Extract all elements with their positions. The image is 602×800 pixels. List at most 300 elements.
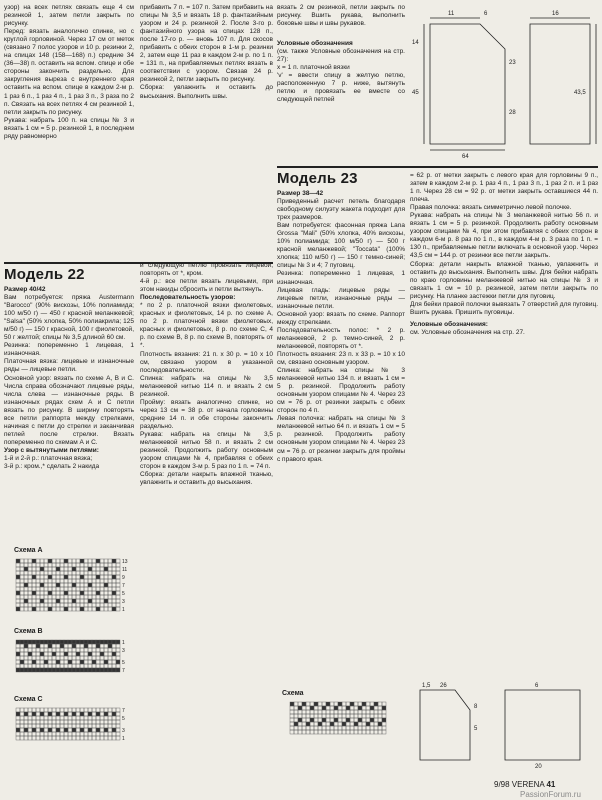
- stitch-cell: [28, 595, 32, 599]
- stitch-cell: [362, 718, 366, 722]
- stitch-cell: [44, 664, 48, 668]
- stitch-cell: [88, 652, 92, 656]
- stitch-cell: [92, 728, 96, 732]
- stitch-cell: [362, 714, 366, 718]
- paragraph: Основной узор: вязать по схеме А, В и С. Числа справа обозначают лицевые ряды, числа слева — изнаночные ряды. В изнаночных рядах схем А и С петли вязать по рисунку. В ширину повторять все петли раппорта между стрелками, начиная с петли до стрелки и заканчивая петлей после стрелки. Вязать попеременно по схемам А и С.: [4, 374, 134, 446]
- stitch-cell: [104, 656, 108, 660]
- paragraph: Резинка: попеременно 1 лицевая, 1 изнаночная.: [277, 270, 405, 286]
- stitch-cell: [40, 563, 44, 567]
- stitch-cell: [108, 732, 112, 736]
- stitch-cell: [72, 664, 76, 668]
- stitch-cell: [44, 595, 48, 599]
- paragraph: Лицевая гладь: лицевые ряды — лицевые петли, изнаночные ряды — изнаночные петли.: [277, 286, 405, 310]
- stitch-cell: [104, 571, 108, 575]
- stitch-cell: [382, 722, 386, 726]
- stitch-cell: [108, 644, 112, 648]
- stitch-cell: [64, 579, 68, 583]
- stitch-cell: [104, 587, 108, 591]
- stitch-cell: [84, 583, 88, 587]
- stitch-cell: [48, 720, 52, 724]
- stitch-cell: [76, 575, 80, 579]
- paragraph: Сборка: увлажнить и оставить до высыхания. Выполнить швы.: [140, 84, 273, 100]
- stitch-cell: [28, 716, 32, 720]
- paragraph: Последовательность полос: * 2 р. меланжевой, 2 р. темно-синей, 2 р. меланжевой, повторять от *.: [277, 326, 405, 350]
- stitch-cell: [80, 736, 84, 740]
- stitch-cell: [346, 718, 350, 722]
- stitch-cell: [48, 648, 52, 652]
- stitch-cell: [80, 732, 84, 736]
- stitch-cell: [32, 668, 36, 672]
- stitch-cell: [60, 603, 64, 607]
- stitch-cell: [318, 710, 322, 714]
- stitch-cell: [370, 714, 374, 718]
- stitch-cell: [96, 708, 100, 712]
- stitch-cell: [52, 724, 56, 728]
- stitch-cell: [16, 599, 20, 603]
- stitch-cell: [322, 726, 326, 730]
- stitch-cell: [112, 664, 116, 668]
- stitch-cell: [48, 656, 52, 660]
- stitch-cell: [60, 716, 64, 720]
- stitch-cell: [116, 660, 120, 664]
- stitch-cell: [92, 575, 96, 579]
- dim-label: 45: [412, 90, 419, 96]
- stitch-cell: [48, 712, 52, 716]
- stitch-cell: [96, 571, 100, 575]
- stitch-cell: [112, 708, 116, 712]
- stitch-cell: [80, 583, 84, 587]
- stitch-cell: [96, 567, 100, 571]
- stitch-cell: [40, 579, 44, 583]
- stitch-cell: [48, 652, 52, 656]
- stitch-cell: [290, 710, 294, 714]
- stitch-cell: [338, 714, 342, 718]
- stitch-cell: [40, 559, 44, 563]
- stitch-cell: [44, 644, 48, 648]
- stitch-cell: [56, 652, 60, 656]
- stitch-cell: [64, 656, 68, 660]
- stitch-cell: [92, 599, 96, 603]
- stitch-cell: [298, 722, 302, 726]
- stitch-cell: [36, 708, 40, 712]
- stitch-cell: [116, 668, 120, 672]
- stitch-cell: [44, 668, 48, 672]
- stitch-cell: [76, 708, 80, 712]
- stitch-cell: [52, 716, 56, 720]
- stitch-cell: [64, 559, 68, 563]
- stitch-cell: [318, 722, 322, 726]
- stitch-cell: [374, 730, 378, 734]
- stitch-cell: [104, 716, 108, 720]
- stitch-cell: [72, 736, 76, 740]
- model23-column-3: [277, 190, 405, 464]
- paragraph: * по 2 р. платочной вязки фиолетовых, красных и фиолетовых, 14 р. по схеме А, по 2 р. платочной вязки фиолетовых, красных и фиолетовых, 8 р. по схеме С, 4 р. по схеме В, 8 р. по схеме В, повторять от *.: [140, 302, 273, 350]
- paragraph: Перед: вязать аналогично спинке, но с круглой горловиной. Через 17 см от меток (связано 7 полос узоров и 10 р. резинки 2, на спицах 148 (158—168) п.) средние 34 (36—38) п. оставить на вспом. спице и обе стороны закончить раздельно. Для закругления выреза с внутреннего края оставить на вспом. спице в каждом 2-м р. 1 раз 6 п., 1 раз 4 п., 1 раз 3 п., 3 раза по 2 п. Связать на всех петлях 4 см резинкой 1, петли закрыть по рисунку.: [4, 28, 134, 116]
- stitch-cell: [330, 706, 334, 710]
- stitch-cell: [104, 708, 108, 712]
- stitch-cell: [108, 708, 112, 712]
- stitch-cell: [32, 720, 36, 724]
- stitch-cell: [88, 607, 92, 611]
- stitch-cell: [16, 736, 20, 740]
- stitch-cell: [302, 710, 306, 714]
- stitch-cell: [100, 708, 104, 712]
- stitch-cell: [76, 640, 80, 644]
- stitch-cell: [334, 702, 338, 706]
- stitch-cell: [96, 712, 100, 716]
- stitch-cell: [96, 728, 100, 732]
- stitch-cell: [92, 648, 96, 652]
- stitch-cell: [72, 640, 76, 644]
- stitch-cell: [112, 716, 116, 720]
- stitch-cell: [72, 708, 76, 712]
- stitch-cell: [88, 567, 92, 571]
- stitch-cell: [68, 575, 72, 579]
- stitch-cell: [52, 595, 56, 599]
- stitch-cell: [24, 660, 28, 664]
- stitch-cell: [88, 712, 92, 716]
- stitch-cell: [68, 583, 72, 587]
- stitch-cell: [96, 652, 100, 656]
- stitch-cell: [24, 563, 28, 567]
- stitch-cell: [72, 599, 76, 603]
- top-column-3: [277, 4, 405, 105]
- stitch-cell: [326, 718, 330, 722]
- stitch-cell: [20, 728, 24, 732]
- stitch-cell: [24, 656, 28, 660]
- stitch-cell: [362, 702, 366, 706]
- stitch-cell: [24, 587, 28, 591]
- stitch-cell: [92, 716, 96, 720]
- stitch-cell: [52, 712, 56, 716]
- stitch-cell: [20, 708, 24, 712]
- stitch-cell: [326, 730, 330, 734]
- stitch-cell: [302, 706, 306, 710]
- stitch-cell: [68, 656, 72, 660]
- stitch-cell: [108, 583, 112, 587]
- stitch-cell: [16, 563, 20, 567]
- stitch-cell: [92, 591, 96, 595]
- stitch-cell: [60, 728, 64, 732]
- paragraph: Платочная вязка: лицевые и изнаночные ряды — лицевые петли.: [4, 358, 134, 374]
- stitch-cell: [52, 599, 56, 603]
- stitch-cell: [330, 718, 334, 722]
- stitch-cell: [40, 720, 44, 724]
- stitch-cell: [56, 579, 60, 583]
- stitch-cell: [36, 660, 40, 664]
- stitch-cell: [378, 722, 382, 726]
- stitch-cell: [60, 567, 64, 571]
- stitch-cell: [318, 730, 322, 734]
- stitch-cell: [318, 714, 322, 718]
- stitch-cell: [56, 736, 60, 740]
- stitch-cell: [24, 720, 28, 724]
- stitch-cell: [104, 648, 108, 652]
- stitch-cell: [60, 559, 64, 563]
- stitch-cell: [32, 571, 36, 575]
- top-column-1: [4, 4, 134, 141]
- stitch-cell: [56, 720, 60, 724]
- stitch-cell: [16, 652, 20, 656]
- stitch-cell: [104, 640, 108, 644]
- stitch-cell: [310, 718, 314, 722]
- stitch-cell: [92, 724, 96, 728]
- stitch-cell: [16, 716, 20, 720]
- stitch-cell: [80, 587, 84, 591]
- paragraph: вязать 2 см резинкой, петли закрыть по рисунку. Вшить рукава, выполнить боковые швы и швы рукавов.: [277, 4, 405, 28]
- stitch-cell: [72, 579, 76, 583]
- stitch-cell: [100, 579, 104, 583]
- stitch-cell: [36, 736, 40, 740]
- stitch-cell: [350, 718, 354, 722]
- stitch-cell: [116, 728, 120, 732]
- stitch-cell: [362, 722, 366, 726]
- stitch-cell: [16, 595, 20, 599]
- stitch-cell: [68, 720, 72, 724]
- stitch-cell: [52, 591, 56, 595]
- stitch-cell: [40, 648, 44, 652]
- stitch-cell: [330, 726, 334, 730]
- stitch-cell: [56, 587, 60, 591]
- stitch-cell: [36, 563, 40, 567]
- stitch-cell: [68, 587, 72, 591]
- stitch-cell: [100, 728, 104, 732]
- stitch-cell: [48, 660, 52, 664]
- stitch-cell: [40, 716, 44, 720]
- stitch-cell: [48, 728, 52, 732]
- stitch-cell: [306, 718, 310, 722]
- stitch-cell: [310, 714, 314, 718]
- stitch-cell: [112, 587, 116, 591]
- paragraph: Последовательность узоров:: [140, 294, 236, 302]
- stitch-cell: [28, 640, 32, 644]
- stitch-cell: [32, 563, 36, 567]
- stitch-cell: [342, 718, 346, 722]
- stitch-cell: [40, 603, 44, 607]
- stitch-cell: [52, 728, 56, 732]
- stitch-cell: [96, 595, 100, 599]
- stitch-cell: [112, 603, 116, 607]
- stitch-cell: [64, 668, 68, 672]
- stitch-cell: [28, 607, 32, 611]
- stitch-cell: [334, 714, 338, 718]
- stitch-cell: [326, 722, 330, 726]
- stitch-cell: [378, 714, 382, 718]
- stitch-cell: [92, 732, 96, 736]
- paragraph: Левая полочка: набрать на спицы № 3 меланжевой нитью 64 п. и вязать 1 см = 5 р. резинкой. Продолжить работу основным узором спицами № 4. Через 23 см = 76 р. от резинки закрыть для проймы с правого края.: [277, 415, 405, 463]
- stitch-cell: [314, 714, 318, 718]
- stitch-cell: [366, 714, 370, 718]
- stitch-cell: [108, 652, 112, 656]
- stitch-cell: [104, 724, 108, 728]
- dim-label: 11: [448, 11, 455, 17]
- stitch-cell: [16, 728, 20, 732]
- stitch-cell: [44, 571, 48, 575]
- stitch-cell: [382, 726, 386, 730]
- stitch-cell: [88, 583, 92, 587]
- paragraph: Рукава: набрать 100 п. на спицы № 3 и вязать 1 см = 5 р. резинкой 1, в последнем ряду равномерно: [4, 116, 134, 140]
- stitch-cell: [80, 660, 84, 664]
- stitch-cell: [68, 563, 72, 567]
- stitch-cell: [64, 583, 68, 587]
- schematic-diagram-bottom: [410, 680, 598, 770]
- stitch-cell: [44, 603, 48, 607]
- stitch-cell: [116, 591, 120, 595]
- stitch-cell: [378, 706, 382, 710]
- stitch-cell: [330, 710, 334, 714]
- stitch-cell: [72, 644, 76, 648]
- stitch-cell: [40, 656, 44, 660]
- legend-heading: Условные обозначения:: [410, 320, 488, 328]
- stitch-cell: [52, 708, 56, 712]
- stitch-cell: [36, 599, 40, 603]
- stitch-cell: [36, 587, 40, 591]
- stitch-cell: [64, 736, 68, 740]
- stitch-cell: [96, 720, 100, 724]
- stitch-cell: [108, 603, 112, 607]
- stitch-cell: [28, 648, 32, 652]
- stitch-cell: [20, 656, 24, 660]
- stitch-cell: [24, 571, 28, 575]
- stitch-cell: [20, 660, 24, 664]
- stitch-cell: [40, 595, 44, 599]
- stitch-cell: [28, 660, 32, 664]
- stitch-cell: [306, 714, 310, 718]
- stitch-cell: [72, 660, 76, 664]
- stitch-cell: [28, 644, 32, 648]
- stitch-cell: [322, 702, 326, 706]
- stitch-cell: [72, 563, 76, 567]
- stitch-cell: [96, 648, 100, 652]
- stitch-cell: [100, 640, 104, 644]
- stitch-cell: [96, 656, 100, 660]
- stitch-cell: [96, 583, 100, 587]
- stitch-cell: [32, 567, 36, 571]
- stitch-cell: [100, 648, 104, 652]
- stitch-cell: [20, 712, 24, 716]
- stitch-cell: [88, 587, 92, 591]
- stitch-cell: [100, 603, 104, 607]
- stitch-cell: [28, 603, 32, 607]
- stitch-cell: [80, 656, 84, 660]
- stitch-cell: [346, 710, 350, 714]
- stitch-cell: [100, 583, 104, 587]
- stitch-cell: [36, 728, 40, 732]
- stitch-cell: [48, 591, 52, 595]
- stitch-cell: [100, 724, 104, 728]
- stitch-cell: [326, 702, 330, 706]
- stitch-cell: [354, 702, 358, 706]
- stitch-cell: [108, 724, 112, 728]
- stitch-cell: [116, 736, 120, 740]
- stitch-cell: [362, 706, 366, 710]
- stitch-cell: [60, 732, 64, 736]
- stitch-cell: [88, 716, 92, 720]
- stitch-cell: [56, 607, 60, 611]
- stitch-cell: [44, 640, 48, 644]
- stitch-cell: [306, 730, 310, 734]
- stitch-cell: [100, 660, 104, 664]
- stitch-cell: [108, 595, 112, 599]
- stitch-cell: [24, 716, 28, 720]
- stitch-cell: [76, 660, 80, 664]
- stitch-cell: [20, 567, 24, 571]
- stitch-cell: [370, 718, 374, 722]
- stitch-cell: [370, 722, 374, 726]
- stitch-cell: [350, 714, 354, 718]
- stitch-cell: [298, 706, 302, 710]
- stitch-cell: [16, 660, 20, 664]
- stitch-cell: [56, 575, 60, 579]
- stitch-cell: [32, 724, 36, 728]
- stitch-cell: [68, 591, 72, 595]
- stitch-cell: [92, 660, 96, 664]
- stitch-cell: [100, 591, 104, 595]
- row-number: 9: [122, 575, 125, 581]
- stitch-cell: [294, 722, 298, 726]
- stitch-cell: [378, 730, 382, 734]
- stitch-cell: [96, 660, 100, 664]
- stitch-cell: [56, 716, 60, 720]
- stitch-cell: [108, 607, 112, 611]
- stitch-cell: [52, 656, 56, 660]
- stitch-cell: [20, 579, 24, 583]
- stitch-cell: [80, 607, 84, 611]
- stitch-cell: [68, 668, 72, 672]
- stitch-cell: [56, 656, 60, 660]
- stitch-cell: [112, 712, 116, 716]
- stitch-cell: [92, 583, 96, 587]
- stitch-cell: [354, 726, 358, 730]
- stitch-cell: [318, 726, 322, 730]
- stitch-cell: [44, 648, 48, 652]
- stitch-cell: [24, 591, 28, 595]
- stitch-cell: [330, 722, 334, 726]
- stitch-cell: [104, 736, 108, 740]
- stitch-cell: [28, 575, 32, 579]
- stitch-cell: [80, 640, 84, 644]
- stitch-cell: [294, 730, 298, 734]
- stitch-cell: [366, 718, 370, 722]
- stitch-cell: [92, 720, 96, 724]
- stitch-cell: [48, 567, 52, 571]
- stitch-cell: [72, 668, 76, 672]
- stitch-cell: [24, 595, 28, 599]
- paragraph: Сборка: детали накрыть влажной тканью, увлажнить и оставить до высыхания.: [140, 471, 273, 487]
- stitch-cell: [366, 726, 370, 730]
- stitch-cell: [36, 644, 40, 648]
- stitch-cell: [346, 722, 350, 726]
- stitch-cell: [76, 644, 80, 648]
- stitch-cell: [36, 732, 40, 736]
- dim-label: 26: [440, 683, 447, 689]
- stitch-cell: [100, 607, 104, 611]
- stitch-cell: [72, 732, 76, 736]
- stitch-cell: [116, 644, 120, 648]
- stitch-cell: [100, 595, 104, 599]
- stitch-cell: [36, 583, 40, 587]
- stitch-cell: [80, 567, 84, 571]
- stitch-cell: [96, 599, 100, 603]
- stitch-cell: [92, 559, 96, 563]
- stitch-cell: [92, 563, 96, 567]
- model23-column-4: [410, 172, 598, 337]
- stitch-cell: [60, 595, 64, 599]
- stitch-cell: [104, 603, 108, 607]
- stitch-cell: [104, 563, 108, 567]
- stitch-cell: [16, 587, 20, 591]
- stitch-cell: [92, 603, 96, 607]
